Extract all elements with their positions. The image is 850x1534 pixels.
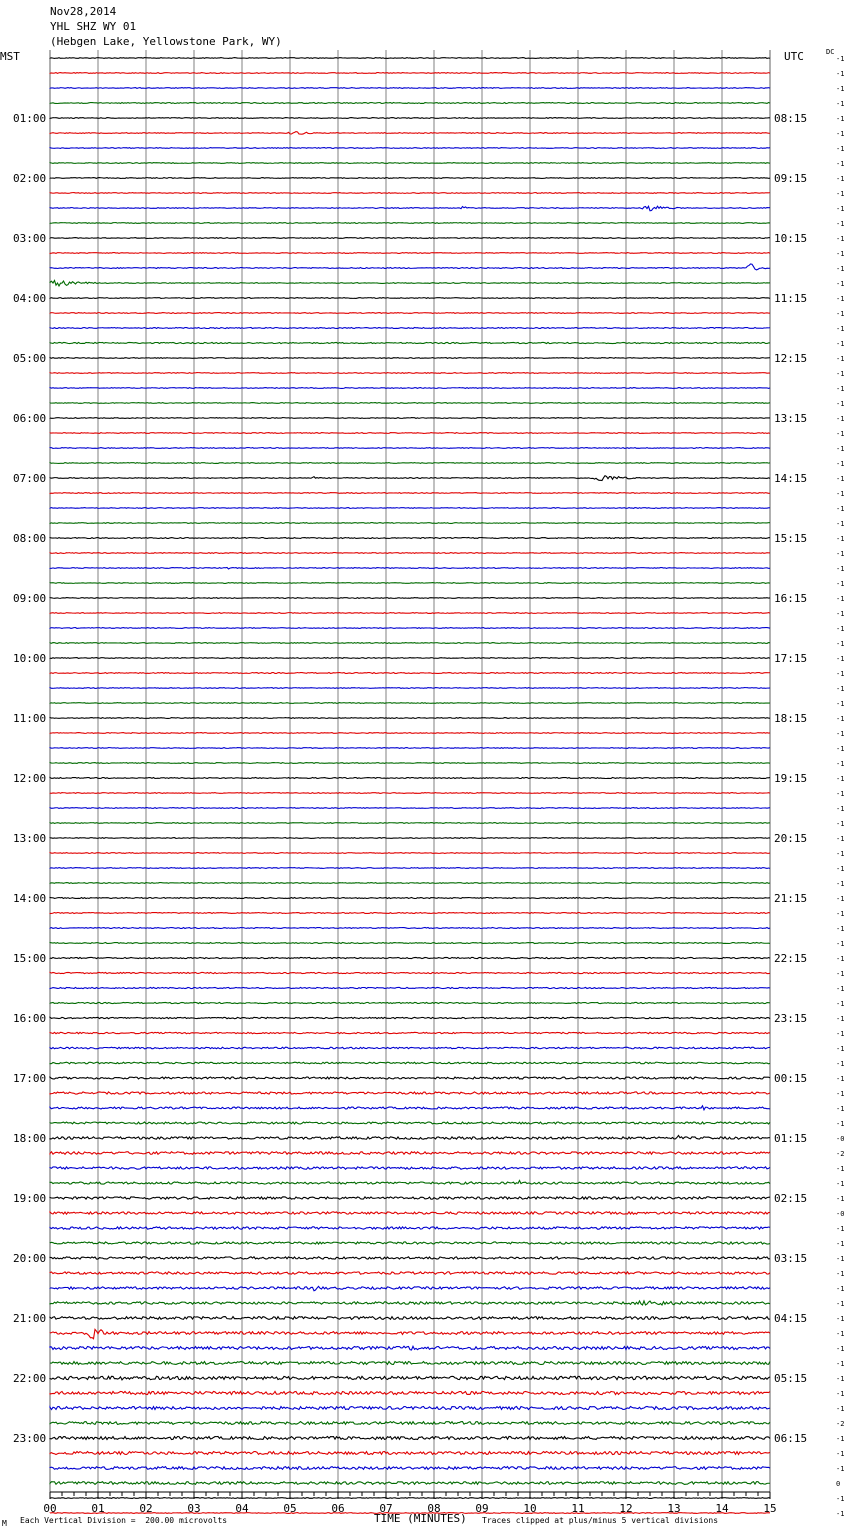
right-hour-label: 09:15: [774, 172, 808, 185]
trace-line: [50, 238, 770, 239]
dc-offset-label: -2: [836, 1150, 845, 1158]
dc-offset-label: -1: [836, 1000, 845, 1008]
trace-line: [50, 718, 770, 719]
x-tick-label: 03: [187, 1502, 201, 1515]
dc-offset-label: -1: [836, 880, 845, 888]
dc-offset-label: -1: [836, 205, 845, 213]
right-hour-label: 08:15: [774, 112, 808, 125]
dc-offset-label: -1: [836, 580, 845, 588]
right-hour-label: 23:15: [774, 1012, 808, 1025]
trace-line: [50, 1437, 770, 1440]
left-timezone-label: MST: [0, 50, 20, 63]
dc-offset-label: -1: [836, 415, 845, 423]
trace-line: [50, 298, 770, 299]
trace-line: [50, 838, 770, 839]
dc-offset-label: -1: [836, 1075, 845, 1083]
dc-offset-label: -1: [836, 1240, 845, 1248]
trace-line: [50, 1257, 770, 1259]
trace-line: [50, 418, 770, 419]
dc-offset-label: -1: [836, 70, 845, 78]
dc-offset-label: -1: [836, 1375, 845, 1383]
trace-line: [50, 253, 770, 254]
trace-line: [50, 957, 770, 958]
label-group: [13, 55, 844, 1518]
right-hour-label: 03:15: [774, 1252, 808, 1265]
left-hour-label: 06:00: [13, 412, 47, 425]
dc-offset-label: -1: [836, 550, 845, 558]
trace-line: [50, 223, 770, 224]
dc-offset-label: -1: [836, 745, 845, 753]
right-hour-label: 19:15: [774, 772, 808, 785]
dc-offset-label: -1: [836, 520, 845, 528]
trace-line: [50, 1498, 770, 1499]
dc-offset-label: -1: [836, 805, 845, 813]
dc-offset-label: -1: [836, 1300, 845, 1308]
trace-line: [50, 1032, 770, 1033]
x-tick-label: 08: [427, 1502, 441, 1515]
right-hour-label: 14:15: [774, 472, 808, 485]
dc-offset-label: -0: [836, 1135, 845, 1143]
dc-offset-label: -1: [836, 430, 845, 438]
dc-offset-label: -1: [836, 685, 845, 693]
scale-note: Each Vertical Division = 200.00 microvolts: [20, 1516, 228, 1525]
trace-line: [50, 1482, 770, 1485]
left-hour-label: 05:00: [13, 352, 47, 365]
trace-line: [50, 972, 770, 973]
dc-offset-label: -1: [836, 1225, 845, 1233]
trace-line: [50, 523, 770, 524]
x-tick-label: 15: [763, 1502, 777, 1515]
trace-line: [50, 987, 770, 988]
trace-line: [50, 193, 770, 194]
dc-offset-label: -1: [836, 1315, 845, 1323]
right-hour-label: 22:15: [774, 952, 808, 965]
trace-line: [50, 1329, 770, 1338]
clip-note: Traces clipped at plus/minus 5 vertical divisions: [482, 1516, 719, 1525]
trace-line: [50, 476, 770, 481]
dc-offset-label: -1: [836, 850, 845, 858]
trace-line: [50, 178, 770, 179]
trace-line: [50, 553, 770, 554]
trace-line: [50, 403, 770, 404]
dc-offset-label: -1: [836, 160, 845, 168]
right-hour-label: 11:15: [774, 292, 808, 305]
trace-line: [50, 342, 770, 343]
x-tick-label: 06: [331, 1502, 345, 1515]
dc-offset-label: -1: [836, 145, 845, 153]
right-hour-label: 02:15: [774, 1192, 808, 1205]
trace-line: [50, 508, 770, 509]
trace-line: [50, 493, 770, 494]
header-station: YHL SHZ WY 01: [50, 20, 137, 33]
trace-line: [50, 1197, 770, 1199]
dc-offset-label: -1: [836, 790, 845, 798]
trace-line: [50, 1212, 770, 1214]
x-tick-label: 05: [283, 1502, 297, 1515]
x-tick-label: 02: [139, 1502, 153, 1515]
trace-line: [50, 1317, 770, 1320]
dc-offset-label: -1: [836, 1405, 845, 1413]
trace-line: [50, 132, 770, 135]
dc-offset-label: -1: [836, 490, 845, 498]
dc-offset-label: -1: [836, 670, 845, 678]
trace-line: [50, 358, 770, 359]
dc-offset-label: -1: [836, 1345, 845, 1353]
dc-offset-label: -1: [836, 1060, 845, 1068]
dc-offset-label: -1: [836, 1030, 845, 1038]
dc-offset-label: -1: [836, 715, 845, 723]
dc-offset-label: -1: [836, 1255, 845, 1263]
trace-line: [50, 1167, 770, 1169]
dc-offset-label: -1: [836, 865, 845, 873]
trace-line: [50, 688, 770, 689]
right-hour-label: 12:15: [774, 352, 808, 365]
dc-offset-label: -1: [836, 625, 845, 633]
dc-offset-label: -1: [836, 1195, 845, 1203]
header-date: Nov28,2014: [50, 5, 117, 18]
dc-offset-label: -1: [836, 355, 845, 363]
right-hour-label: 04:15: [774, 1312, 808, 1325]
right-hour-label: 17:15: [774, 652, 808, 665]
right-hour-label: 13:15: [774, 412, 808, 425]
dc-offset-label: -1: [836, 295, 845, 303]
trace-line: [50, 58, 770, 59]
right-hour-label: 05:15: [774, 1372, 808, 1385]
trace-line: [50, 658, 770, 659]
x-tick-label: 09: [475, 1502, 489, 1515]
dc-offset-label: -1: [836, 940, 845, 948]
dc-offset-label: -1: [836, 610, 845, 618]
trace-line: [50, 1122, 770, 1124]
dc-offset-label: -1: [836, 400, 845, 408]
left-hour-label: 03:00: [13, 232, 47, 245]
trace-line: [50, 1152, 770, 1155]
left-hour-label: 11:00: [13, 712, 47, 725]
trace-line: [50, 463, 770, 464]
trace-line: [50, 1286, 770, 1290]
left-hour-label: 08:00: [13, 532, 47, 545]
right-hour-label: 21:15: [774, 892, 808, 905]
left-hour-label: 12:00: [13, 772, 47, 785]
x-tick-label: 10: [523, 1502, 537, 1515]
dc-offset-label: -1: [836, 910, 845, 918]
x-tick-label: 14: [715, 1502, 729, 1515]
dc-offset-label: -1: [836, 1285, 845, 1293]
left-hour-label: 23:00: [13, 1432, 47, 1445]
trace-line: [50, 943, 770, 944]
x-tick-label: 00: [43, 1502, 57, 1515]
dc-offset-label: -1: [836, 1120, 845, 1128]
right-hour-label: 18:15: [774, 712, 808, 725]
trace-line: [50, 148, 770, 149]
trace-line: [50, 1346, 770, 1350]
dc-offset-label: -1: [836, 505, 845, 513]
left-hour-label: 01:00: [13, 112, 47, 125]
dc-offset-label: -1: [836, 535, 845, 543]
trace-line: [50, 613, 770, 614]
trace-line: [50, 1135, 770, 1139]
dc-offset-label: -1: [836, 115, 845, 123]
trace-line: [50, 868, 770, 869]
left-hour-label: 18:00: [13, 1132, 47, 1145]
dc-offset-label: -1: [836, 265, 845, 273]
header-location: (Hebgen Lake, Yellowstone Park, WY): [50, 35, 282, 48]
dc-offset-label: -1: [836, 190, 845, 198]
dc-offset-label: -1: [836, 235, 845, 243]
trace-line: [50, 1272, 770, 1274]
trace-line: [50, 88, 770, 89]
left-hour-label: 07:00: [13, 472, 47, 485]
trace-line: [50, 928, 770, 929]
left-hour-label: 16:00: [13, 1012, 47, 1025]
dc-offset-label: -1: [836, 475, 845, 483]
trace-line: [50, 853, 770, 854]
left-hour-label: 17:00: [13, 1072, 47, 1085]
x-tick-label: 04: [235, 1502, 249, 1515]
right-hour-label: 06:15: [774, 1432, 808, 1445]
trace-line: [50, 388, 770, 389]
right-timezone-label: UTC: [784, 50, 804, 63]
trace-line: [50, 748, 770, 749]
left-hour-label: 02:00: [13, 172, 47, 185]
dc-offset-label: -1: [836, 1090, 845, 1098]
dc-offset-label: -1: [836, 1330, 845, 1338]
dc-offset-label: -1: [836, 370, 845, 378]
left-hour-label: 15:00: [13, 952, 47, 965]
trace-line: [50, 1362, 770, 1365]
trace-line: [50, 206, 770, 211]
trace-line: [50, 1407, 770, 1410]
dc-offset-label: -1: [836, 970, 845, 978]
right-hour-label: 20:15: [774, 832, 808, 845]
trace-line: [50, 433, 770, 434]
trace-line: [50, 1017, 770, 1018]
left-hour-label: 10:00: [13, 652, 47, 665]
trace-line: [50, 913, 770, 914]
dc-offset-label: -1: [836, 175, 845, 183]
trace-line: [50, 1422, 770, 1425]
dc-offset-label: -1: [836, 250, 845, 258]
trace-line: [50, 448, 770, 449]
trace-line: [50, 1376, 770, 1380]
trace-line: [50, 280, 770, 286]
trace-line: [50, 163, 770, 164]
left-hour-label: 14:00: [13, 892, 47, 905]
dc-offset-label: -1: [836, 1510, 845, 1518]
trace-line: [50, 538, 770, 539]
trace-line: [50, 1242, 770, 1244]
trace-line: [50, 264, 770, 270]
x-tick-label: 07: [379, 1502, 393, 1515]
dc-offset-label: -1: [836, 460, 845, 468]
trace-line: [50, 733, 770, 734]
dc-label: DC: [826, 48, 835, 56]
dc-offset-label: -1: [836, 700, 845, 708]
dc-offset-label: -1: [836, 775, 845, 783]
left-hour-label: 04:00: [13, 292, 47, 305]
dc-offset-label: -1: [836, 385, 845, 393]
dc-offset-label: -1: [836, 1450, 845, 1458]
trace-line: [50, 1227, 770, 1229]
trace-line: [50, 373, 770, 374]
trace-line: [50, 808, 770, 809]
right-hour-label: 15:15: [774, 532, 808, 545]
trace-line: [50, 1002, 770, 1003]
left-hour-label: 20:00: [13, 1252, 47, 1265]
trace-line: [50, 1181, 770, 1185]
dc-offset-label: -1: [836, 1465, 845, 1473]
trace-line: [50, 703, 770, 704]
right-hour-label: 16:15: [774, 592, 808, 605]
trace-line: [50, 598, 770, 599]
dc-offset-label: -0: [836, 1210, 845, 1218]
trace-line: [50, 1452, 770, 1455]
dc-offset-label: -1: [836, 1165, 845, 1173]
dc-offset-label: -1: [836, 325, 845, 333]
dc-offset-label: -1: [836, 925, 845, 933]
right-hour-label: 10:15: [774, 232, 808, 245]
trace-line: [50, 1062, 770, 1064]
dc-offset-label: -1: [836, 595, 845, 603]
trace-line: [50, 1467, 770, 1470]
x-tick-label: 11: [571, 1502, 585, 1515]
dc-offset-label: -1: [836, 220, 845, 228]
trace-line: [50, 793, 770, 794]
trace-line: [50, 673, 770, 674]
trace-line: [50, 628, 770, 629]
trace-line: [50, 583, 770, 584]
trace-line: [50, 1301, 770, 1305]
dc-offset-label: -1: [836, 1270, 845, 1278]
trace-line: [50, 1047, 770, 1049]
trace-line: [50, 643, 770, 644]
dc-offset-label: -1: [836, 1180, 845, 1188]
left-hour-label: 13:00: [13, 832, 47, 845]
trace-line: [50, 118, 770, 119]
dc-offset-label: -1: [836, 340, 845, 348]
dc-offset-label: -1: [836, 955, 845, 963]
trace-line: [50, 763, 770, 764]
dc-offset-label: -1: [836, 760, 845, 768]
dc-offset-label: -1: [836, 565, 845, 573]
dc-offset-label: 0: [836, 1480, 841, 1488]
x-tick-label: 13: [667, 1502, 681, 1515]
trace-group: [50, 58, 770, 1514]
trace-line: [50, 1092, 770, 1094]
dc-offset-label: -2: [836, 1420, 845, 1428]
dc-offset-label: -1: [836, 1390, 845, 1398]
left-hour-label: 19:00: [13, 1192, 47, 1205]
trace-line: [50, 883, 770, 884]
dc-offset-label: -1: [836, 130, 845, 138]
dc-offset-label: -1: [836, 310, 845, 318]
trace-line: [50, 1077, 770, 1079]
dc-offset-label: -1: [836, 1495, 845, 1503]
x-axis-title: TIME (MINUTES): [374, 1512, 467, 1525]
trace-line: [50, 313, 770, 314]
dc-offset-label: -1: [836, 1105, 845, 1113]
left-hour-label: 21:00: [13, 1312, 47, 1325]
dc-offset-label: -1: [836, 835, 845, 843]
trace-line: [50, 567, 770, 568]
x-tick-label: 12: [619, 1502, 633, 1515]
dc-offset-label: -1: [836, 280, 845, 288]
trace-line: [50, 1391, 770, 1394]
right-hour-label: 01:15: [774, 1132, 808, 1145]
right-hour-label: 00:15: [774, 1072, 808, 1085]
trace-line: [50, 898, 770, 899]
trace-line: [50, 778, 770, 779]
x-tick-label: 01: [91, 1502, 105, 1515]
dc-offset-label: -1: [836, 820, 845, 828]
trace-line: [50, 73, 770, 74]
left-hour-label: 09:00: [13, 592, 47, 605]
corner-mark: M: [2, 1519, 7, 1528]
trace-line: [50, 328, 770, 329]
dc-offset-label: -1: [836, 895, 845, 903]
trace-line: [50, 1106, 770, 1110]
dc-offset-label: -1: [836, 640, 845, 648]
trace-line: [50, 823, 770, 824]
dc-offset-label: -1: [836, 445, 845, 453]
left-hour-label: 22:00: [13, 1372, 47, 1385]
dc-offset-label: -1: [836, 1015, 845, 1023]
dc-offset-label: -1: [836, 1435, 845, 1443]
dc-offset-label: -1: [836, 55, 845, 63]
dc-offset-label: -1: [836, 85, 845, 93]
dc-offset-label: -1: [836, 1045, 845, 1053]
dc-offset-label: -1: [836, 655, 845, 663]
dc-offset-label: -1: [836, 985, 845, 993]
dc-offset-label: -1: [836, 1360, 845, 1368]
dc-offset-label: -1: [836, 100, 845, 108]
dc-offset-label: -1: [836, 730, 845, 738]
trace-line: [50, 103, 770, 104]
